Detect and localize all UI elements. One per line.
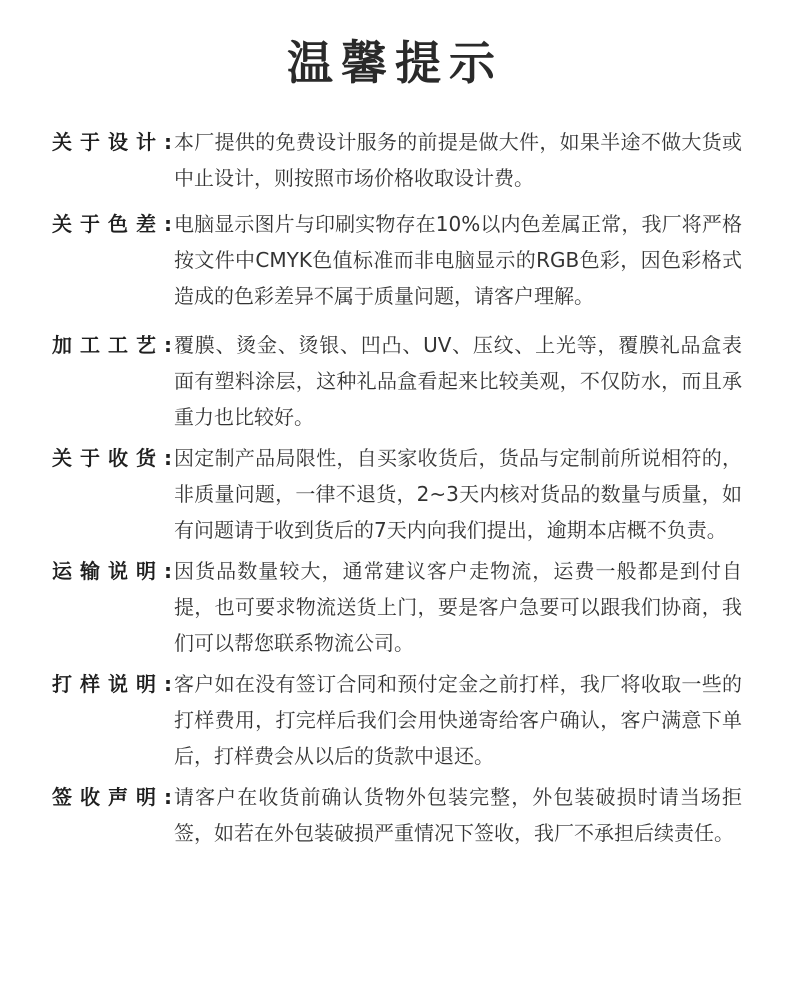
notice-item-sampling [52,666,742,774]
notice-label: 打样说明: [52,672,172,696]
notice-label: 关于设计: [52,130,172,154]
notice-item-shipping [52,553,742,661]
notice-label: 加工工艺: [52,333,172,357]
notice-item-processing [52,327,742,435]
page-title: 温馨提示 [287,36,503,90]
notice-text: 电脑显示图片与印刷实物存在10%以内色差属正常，我厂将严格按文件中CMYK色值标准而非电脑显示的RGB色彩，因色彩格式造成的色彩差异不属于质量问题，请客户理解。 [174,212,742,308]
notice-label: 关于色差: [52,212,172,236]
notice-item-design [52,124,742,196]
notice-text: 客户如在没有签订合同和预付定金之前打样，我厂将收取一些的打样费用，打完样后我们会用快递寄给客户确认，客户满意下单后，打样费会从以后的货款中退还。 [174,672,742,768]
notice-text: 覆膜、烫金、烫银、凹凸、UV、压纹、上光等，覆膜礼品盒表面有塑料涂层，这种礼品盒看起来比较美观，不仅防水，而且承重力也比较好。 [174,333,742,429]
notice-label: 签收声明: [52,785,172,809]
notice-list [52,124,742,851]
notice-label: 运输说明: [52,559,172,583]
notice-label: 关于收货: [52,446,172,470]
notice-text: 因货品数量较大，通常建议客户走物流，运费一般都是到付自提，也可要求物流送货上门，要是客户急要可以跟我们协商，我们可以帮您联系物流公司。 [174,559,742,655]
notice-item-receiving [52,440,742,548]
notice-item-color-difference [52,206,742,314]
notice-item-signing [52,779,742,851]
notice-text: 本厂提供的免费设计服务的前提是做大件，如果半途不做大货或中止设计，则按照市场价格收取设计费。 [174,130,742,190]
notice-text: 请客户在收货前确认货物外包装完整，外包装破损时请当场拒签，如若在外包装破损严重情况下签收，我厂不承担后续责任。 [174,785,742,845]
notice-text: 因定制产品局限性，自买家收货后，货品与定制前所说相符的，非质量问题，一律不退货，2~3天内核对货品的数量与质量，如有问题请于收到货后的7天内向我们提出，逾期本店概不负责。 [174,446,742,542]
